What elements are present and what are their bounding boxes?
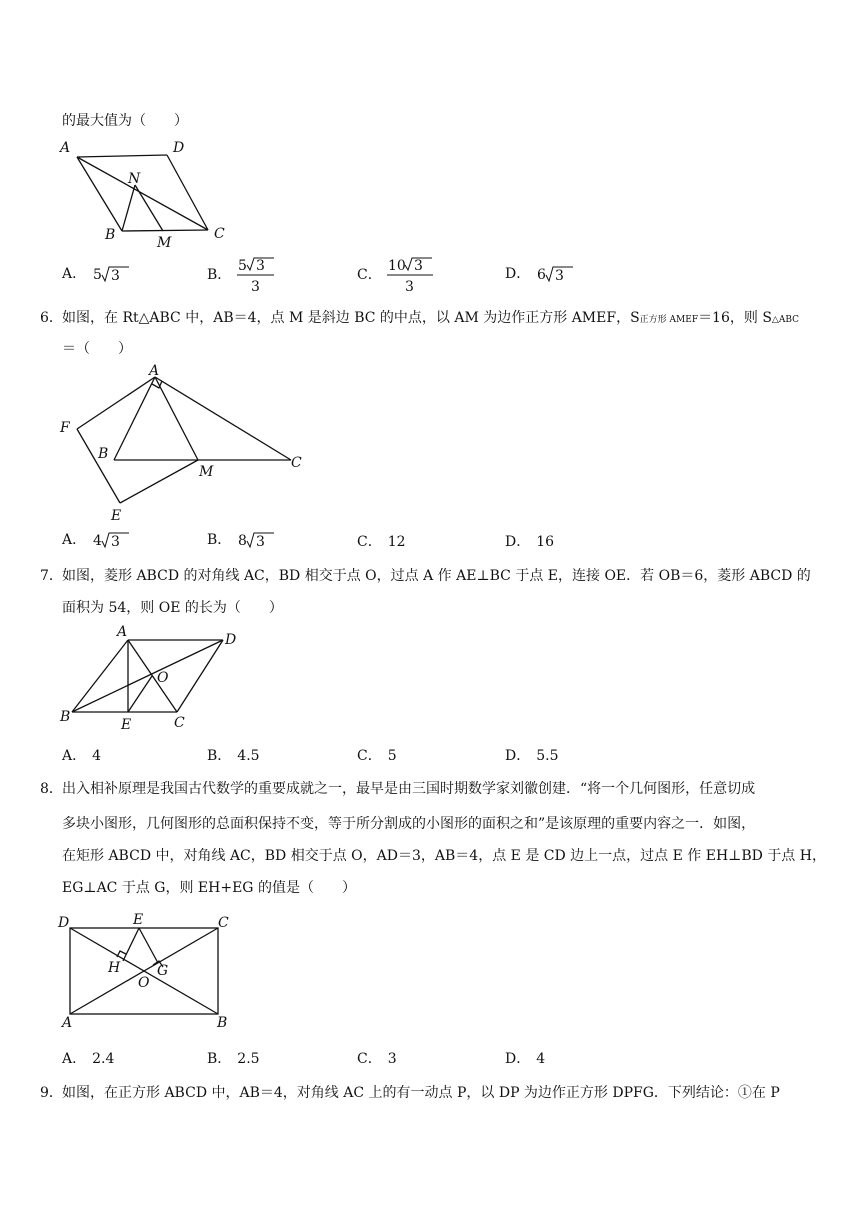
q6-label-B: B <box>98 446 109 462</box>
q7-label-C: C <box>174 715 185 731</box>
q6-option-d[interactable]: D． 16 <box>505 534 555 550</box>
q5-option-c[interactable]: C． 10 3 3 <box>357 255 436 295</box>
svg-text:6: 6 <box>536 267 546 283</box>
svg-text:3: 3 <box>554 268 564 284</box>
svg-text:3: 3 <box>405 279 415 295</box>
q6-option-a[interactable]: A． 4 3 <box>62 529 131 551</box>
svg-text:3: 3 <box>110 268 120 284</box>
q5-label-C: C <box>214 226 225 242</box>
q6-option-b[interactable]: B． 8 3 <box>207 529 276 551</box>
q6-option-b-value <box>236 529 276 551</box>
q5-option-a[interactable]: A． 5 3 <box>62 263 131 285</box>
q9-number: 9． <box>40 1085 63 1101</box>
q8-stem-line2: 多块小图形，几何图形的总面积保持不变，等于所分割成的小图形的面积之和”是该原理的重要内容之一．如图， <box>62 816 756 832</box>
q8-label-G: G <box>157 963 169 979</box>
svg-text:3: 3 <box>255 534 265 550</box>
q5-option-b-value <box>236 255 276 295</box>
q5-label-D: D <box>173 140 185 156</box>
q8-label-B: B <box>217 1015 228 1031</box>
q6-option-c[interactable]: C． 12 <box>357 534 406 550</box>
q6-label-F: F <box>60 420 70 436</box>
q6-label-M: M <box>199 464 214 480</box>
q5-figure <box>55 135 235 250</box>
q8-stem-line4: EG⊥AC 于点 G，则 EH+EG 的值是（ ） <box>62 880 356 896</box>
q8-option-c[interactable]: C． 3 <box>357 1051 397 1067</box>
q8-stem-line1: 出入相补原理是我国古代数学的重要成就之一，最早是由三国时期数学家刘徽创建．“将一个几何图形，任意切成 <box>62 781 756 797</box>
q5-label-M: M <box>157 235 172 250</box>
svg-text:10: 10 <box>388 258 406 274</box>
q7-option-d[interactable]: D． 5.5 <box>505 748 559 764</box>
svg-text:4: 4 <box>92 533 102 549</box>
svg-text:5: 5 <box>237 258 247 274</box>
q7-figure <box>55 620 255 735</box>
q7-option-b[interactable]: B． 4.5 <box>207 748 260 764</box>
q5-option-a-value <box>91 263 131 285</box>
q5-label-B: B <box>105 227 116 243</box>
q5-label-A: A <box>60 140 71 156</box>
q8-option-d[interactable]: D． 4 <box>505 1051 546 1067</box>
q6-label-E: E <box>111 508 122 522</box>
q7-label-A: A <box>117 624 128 640</box>
q6-label-C: C <box>291 455 302 471</box>
q8-label-D: D <box>58 915 70 931</box>
q8-number: 8． <box>40 781 63 797</box>
q6-option-a-value <box>91 529 131 551</box>
svg-text:3: 3 <box>414 258 424 274</box>
q7-option-c[interactable]: C． 5 <box>357 748 397 764</box>
q5-option-d-value <box>535 263 575 285</box>
q7-label-D: D <box>225 632 237 648</box>
q5-tail-text: 的最大值为（ ） <box>62 113 188 129</box>
q6-stem-line1: 如图，在 Rt△ABC 中，AB＝4，点 M 是斜边 BC 的中点，以 AM 为边作正方形 AMEF，S正方形 AMEF＝16，则 S△ABC <box>62 310 800 326</box>
q5-label-N: N <box>128 171 141 187</box>
svg-text:8: 8 <box>237 533 247 549</box>
q7-label-O: O <box>157 670 169 686</box>
q7-stem-line2: 面积为 54，则 OE 的长为（ ） <box>62 600 283 616</box>
q6-figure <box>55 362 315 522</box>
q7-label-E: E <box>121 717 132 733</box>
q5-option-d[interactable]: D． 6 3 <box>505 263 575 285</box>
q9-stem-line1: 如图，在正方形 ABCD 中，AB＝4，对角线 AC 上的有一动点 P，以 DP 为边作正方形 DPFG．下列结论：①在 P <box>62 1085 780 1101</box>
q8-label-E: E <box>133 912 144 928</box>
svg-text:3: 3 <box>255 258 265 274</box>
q7-number: 7． <box>40 568 63 584</box>
q8-label-O: O <box>138 975 150 991</box>
q5-option-c-value <box>386 255 436 295</box>
q6-number: 6． <box>40 310 63 326</box>
q8-option-a[interactable]: A． 2.4 <box>62 1051 115 1067</box>
q8-label-H: H <box>108 960 121 976</box>
q8-label-C: C <box>218 915 229 931</box>
q8-figure <box>55 908 245 1033</box>
q6-label-A: A <box>149 363 160 379</box>
q7-label-B: B <box>60 709 71 725</box>
q6-stem-line2: ＝（ ） <box>62 341 132 357</box>
svg-text:5: 5 <box>92 267 102 283</box>
svg-text:3: 3 <box>110 534 120 550</box>
q8-stem-line3: 在矩形 ABCD 中，对角线 AC，BD 相交于点 O，AD＝3，AB＝4，点 E 是 CD 边上一点，过点 E 作 EH⊥BD 于点 H， <box>62 848 826 864</box>
q7-option-a[interactable]: A． 4 <box>62 748 102 764</box>
q8-option-b[interactable]: B． 2.5 <box>207 1051 260 1067</box>
q8-label-A: A <box>62 1015 73 1031</box>
svg-text:3: 3 <box>250 279 260 295</box>
q7-stem-line1: 如图，菱形 ABCD 的对角线 AC，BD 相交于点 O，过点 A 作 AE⊥BC 于点 E，连接 OE．若 OB＝6，菱形 ABCD 的 <box>62 568 811 584</box>
q5-option-b[interactable]: B． 5 3 3 <box>207 255 276 295</box>
